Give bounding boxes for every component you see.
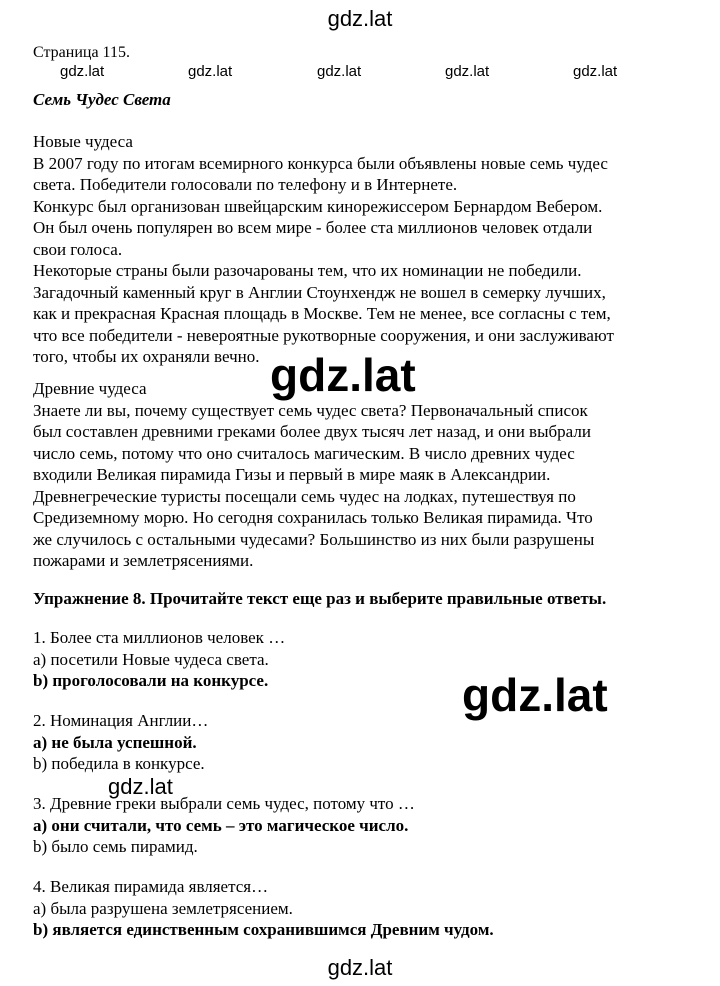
watermark-large-right: gdz.lat (462, 669, 608, 721)
question-3 (33, 793, 693, 858)
watermark-bottom: gdz.lat (327, 955, 393, 980)
question-text: 2. Номинация Англии… (33, 711, 209, 730)
watermark-top: gdz.lat (327, 6, 393, 31)
text-line: В 2007 году по итогам всемирного конкурса были объявлены новые семь чудес (33, 153, 608, 173)
text-line: Знаете ли вы, почему существует семь чудес света? Первоначальный список (33, 400, 588, 420)
text-line: Конкурс был организован швейцарским кинорежиссером Бернардом Вебером. (33, 196, 603, 216)
answer-option-correct: a) не была успешной. (33, 732, 197, 752)
answer-option-correct: b) проголосовали на конкурсе. (33, 671, 269, 690)
watermark-large-center: gdz.lat (270, 349, 416, 401)
watermark-small: gdz.lat (188, 63, 233, 80)
text-line: Он был очень популярен во всем мире - более ста миллионов человек отдали (33, 218, 593, 237)
question-text: 1. Более ста миллионов человек … (33, 628, 286, 647)
text-line: как и прекрасная Красная площадь в Москве. Тем не менее, все согласны с тем, (33, 304, 611, 323)
answer-option: b) победила в конкурсе. (33, 754, 205, 773)
text-line: же случилось с остальными чудесами? Большинство из них были разрушены (33, 529, 595, 549)
answer-option: a) была разрушена землетрясением. (33, 898, 293, 918)
answer-option-correct: a) они считали, что семь – это магическое число. (33, 815, 409, 835)
watermark-mid-left: gdz.lat (108, 774, 173, 799)
text-line: Древнегреческие туристы посещали семь чудес на лодках, путешествуя по (33, 486, 576, 506)
watermark-small: gdz.lat (573, 63, 618, 80)
section-heading: Древние чудеса (33, 379, 147, 398)
watermark-small: gdz.lat (445, 63, 490, 80)
exercise-heading: Упражнение 8. Прочитайте текст еще раз и выберите правильные ответы. (33, 589, 607, 608)
answer-option-correct: b) является единственным сохранившимся Древним чудом. (33, 920, 494, 939)
question-text: 3. Древние греки выбрали семь чудес, потому что … (33, 794, 415, 813)
answer-option: a) посетили Новые чудеса света. (33, 649, 269, 669)
page-number: Страница 115. (33, 44, 130, 61)
text-line: число семь, потому что оно считалось магическим. В число древних чудес (33, 443, 575, 463)
text-line: входили Великая пирамида Гизы и первый в мире маяк в Александрии. (33, 465, 551, 484)
watermark-small: gdz.lat (317, 63, 362, 80)
text-line: был составлен древними греками более двух тысяч лет назад, и они выбрали (33, 422, 591, 441)
text-line: света. Победители голосовали по телефону и в Интернете. (33, 175, 458, 194)
section-heading: Новые чудеса (33, 132, 133, 151)
question-4 (33, 876, 693, 941)
text-line: свои голоса. (33, 239, 123, 259)
text-line: что все победители - невероятные рукотворные сооружения, и они заслуживают (33, 325, 614, 345)
text-line: Средиземному морю. Но сегодня сохранилась только Великая пирамида. Что (33, 508, 593, 527)
page-title: Семь Чудес Света (33, 90, 171, 109)
text-line: того, чтобы их охраняли вечно. (33, 347, 260, 366)
text-line: Некоторые страны были разочарованы тем, что их номинации не победили. (33, 261, 582, 280)
answer-option: b) было семь пирамид. (33, 837, 198, 856)
section-ancient-wonders (33, 378, 693, 572)
text-line: Загадочный каменный круг в Англии Стоунхендж не вошел в семерку лучших, (33, 282, 606, 302)
question-text: 4. Великая пирамида является… (33, 877, 269, 896)
watermark-small: gdz.lat (60, 63, 105, 80)
section-new-wonders (33, 131, 693, 368)
text-line: пожарами и землетрясениями. (33, 551, 254, 570)
